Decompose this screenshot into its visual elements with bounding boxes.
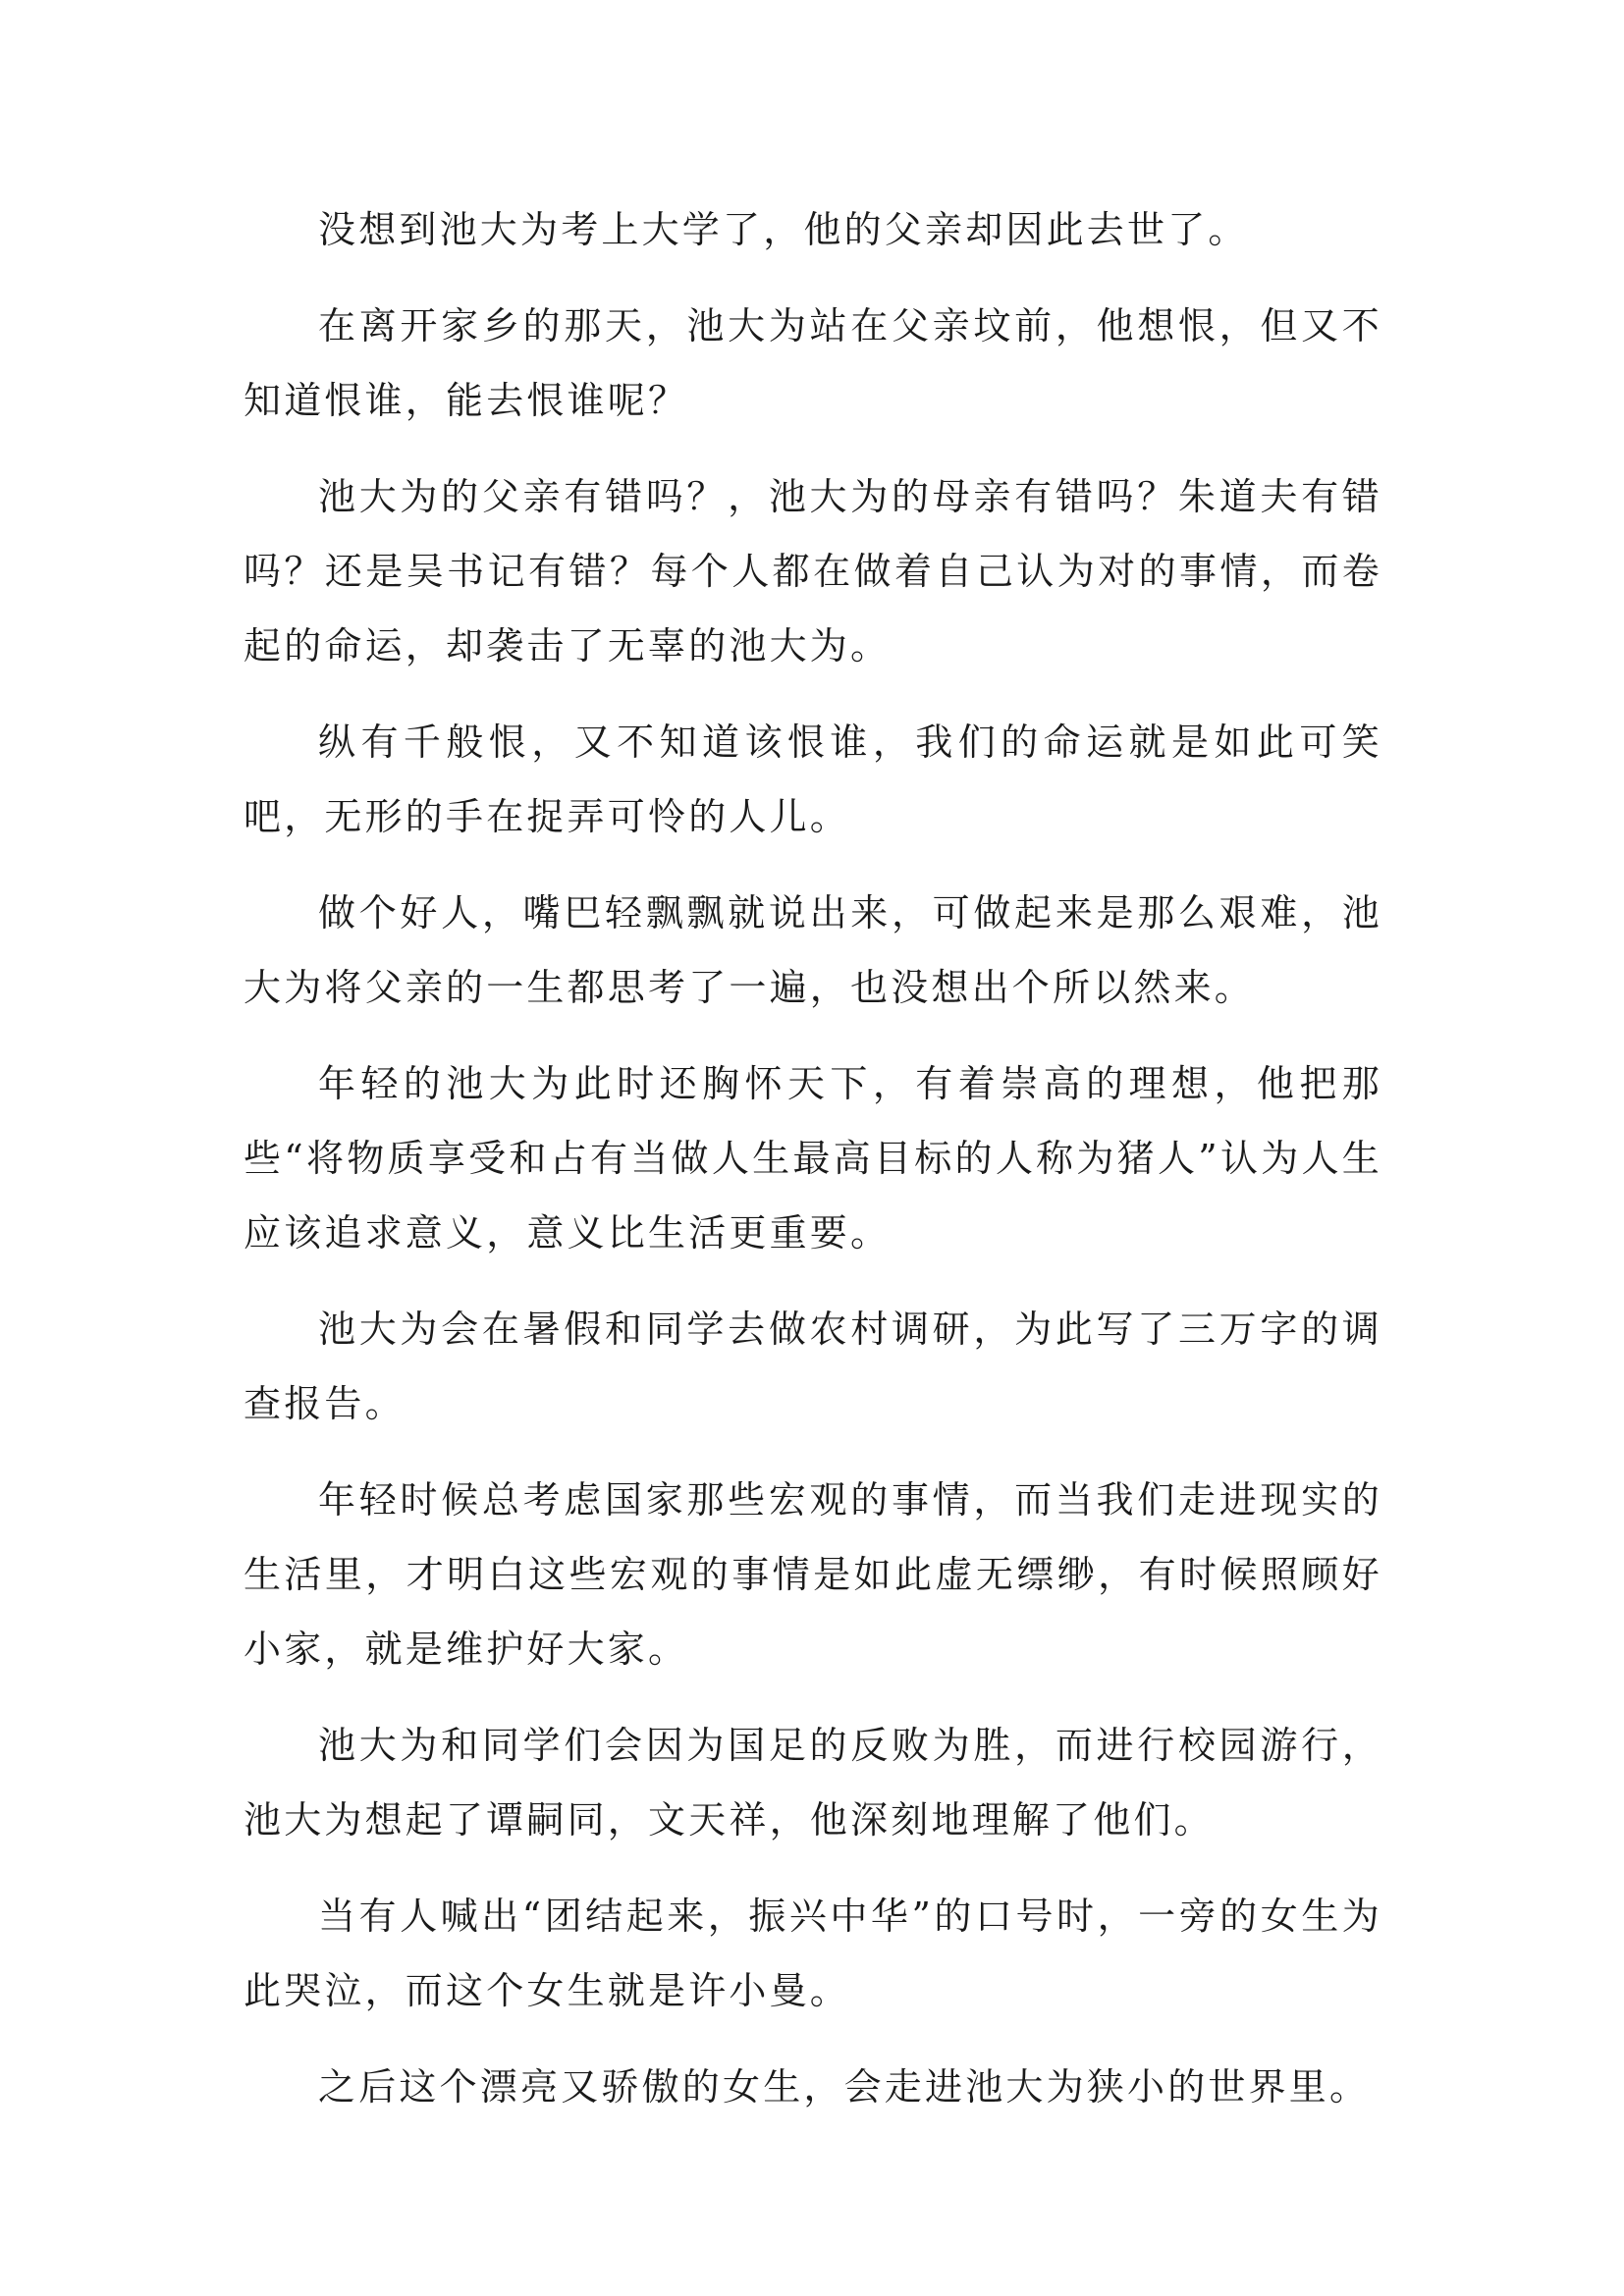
paragraph-2: 在离开家乡的那天，池大为站在父亲坟前，他想恨，但又不知道恨谁，能去恨谁呢？ [244,304,1382,422]
paragraph-3: 池大为的父亲有错吗？，池大为的母亲有错吗？朱道夫有错吗？还是吴书记有错？每个人都在做着自己认为对的事情，而卷起的命运，却袭击了无辜的池大为。 [244,475,1382,667]
paragraph-4: 纵有千般恨，又不知道该恨谁，我们的命运就是如此可笑吧，无形的手在捉弄可怜的人儿。 [244,721,1382,838]
paragraph-11: 之后这个漂亮又骄傲的女生，会走进池大为狭小的世界里。 [318,2065,1371,2109]
paragraph-6: 年轻的池大为此时还胸怀天下，有着崇高的理想，他把那些“将物质享受和占有当做人生最高目标的人称为猪人”认为人生应该追求意义，意义比生活更重要。 [244,1062,1382,1255]
paragraph-9: 池大为和同学们会因为国足的反败为胜，而进行校园游行，池大为想起了谭嗣同，文天祥，他深刻地理解了他们。 [244,1724,1382,1842]
paragraph-5: 做个好人，嘴巴轻飘飘就说出来，可做起来是那么艰难，池大为将父亲的一生都思考了一遍，也没想出个所以然来。 [244,891,1382,1009]
paragraph-1: 没想到池大为考上大学了，他的父亲却因此去世了。 [318,208,1249,251]
paragraph-8: 年轻时候总考虑国家那些宏观的事情，而当我们走进现实的生活里，才明白这些宏观的事情是如此虚无缥缈，有时候照顾好小家，就是维护好大家。 [244,1478,1382,1671]
document-body [244,192,1382,2146]
paragraph-7: 池大为会在暑假和同学去做农村调研，为此写了三万字的调查报告。 [244,1308,1382,1425]
paragraph-10: 当有人喊出“团结起来，振兴中华”的口号时，一旁的女生为此哭泣，而这个女生就是许小曼。 [244,1895,1382,2012]
